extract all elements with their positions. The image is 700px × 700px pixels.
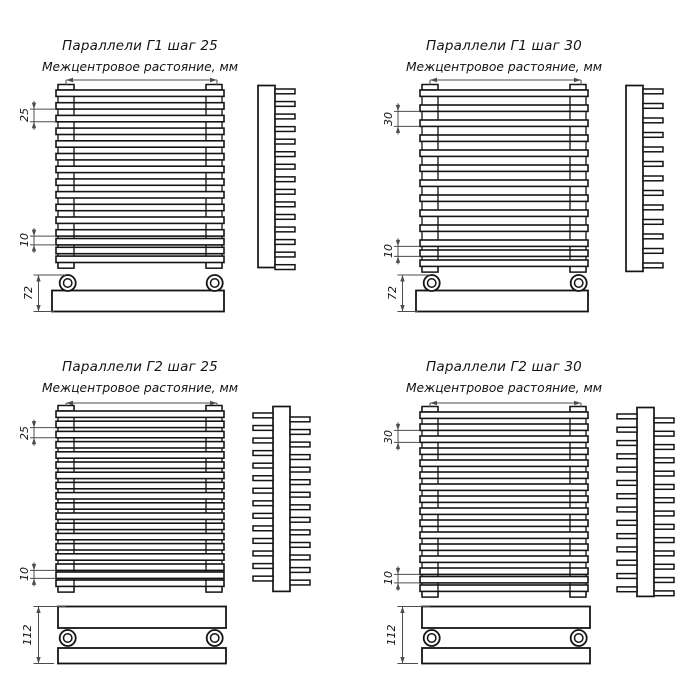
dim-gap-g2-25: 10 xyxy=(17,567,31,581)
dim-depth-g1-25: 72 xyxy=(21,286,35,300)
title-g1-step30: Параллели Г1 шаг 30 xyxy=(426,38,582,54)
dim-pitch-g1-25: 25 xyxy=(17,108,31,122)
title-g1-step25: Параллели Г1 шаг 25 xyxy=(62,38,218,54)
dim-pitch-g1-30: 30 xyxy=(381,112,395,126)
dim-depth-g1-30: 72 xyxy=(385,286,399,300)
subtitle-g1-step25: Межцентровое растояние, мм xyxy=(41,60,239,74)
dim-gap-g2-30: 10 xyxy=(381,571,395,585)
dim-pitch-g2-30: 30 xyxy=(381,430,395,444)
subtitle-g2-step25: Межцентровое растояние, мм xyxy=(41,381,239,395)
dim-pitch-g2-25: 25 xyxy=(17,426,31,440)
dim-gap-g1-25: 10 xyxy=(17,233,31,247)
dim-depth-g2-30: 112 xyxy=(384,624,398,646)
dim-depth-g2-25: 112 xyxy=(20,624,34,646)
title-g2-step25: Параллели Г2 шаг 25 xyxy=(62,359,218,375)
subtitle-g2-step30: Межцентровое растояние, мм xyxy=(405,381,603,395)
subtitle-g1-step30: Межцентровое растояние, мм xyxy=(405,60,603,74)
title-g2-step30: Параллели Г2 шаг 30 xyxy=(426,359,582,375)
dim-gap-g1-30: 10 xyxy=(381,244,395,258)
